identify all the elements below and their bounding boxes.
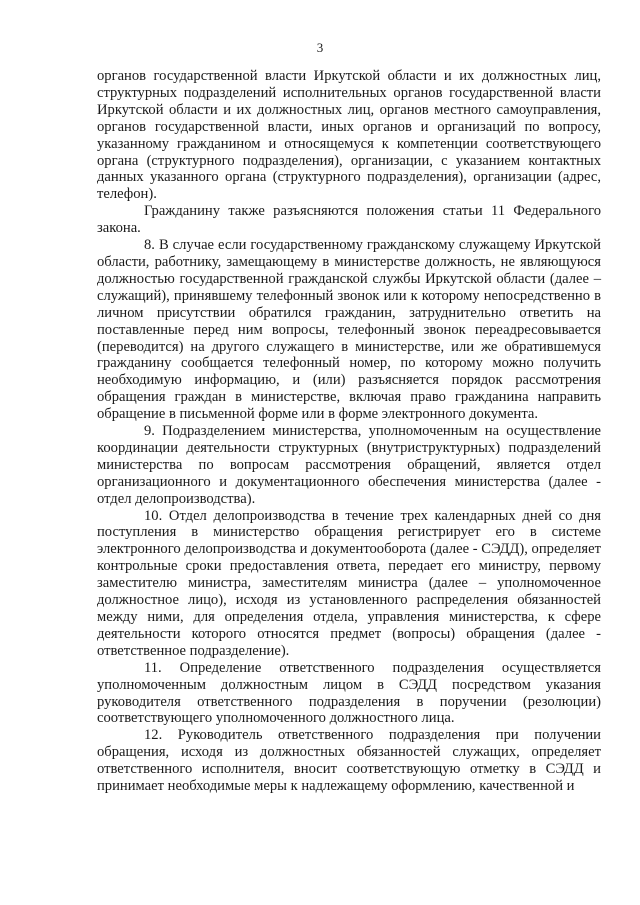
paragraph-11: 11. Определение ответственного подразделения осуществляется уполномоченным должностным лицом в СЭДД посредством указания руководителя ответственного подразделения в поручении (резолюции) соответствующего уполномоченного должностного лица. (97, 659, 601, 727)
paragraph-continuation: органов государственной власти Иркутской области и их должностных лиц, структурных подразделений исполнительных органов государственной власти Иркутской области и их должностных лиц, органов местного самоуправления, органов государственной власти, иных органов и организаций по вопросу, указанному гражданином и относящемуся к компетенции соответствующего органа (структурного подразделения), организации, с указанием контактных данных указанного органа (структурного подразделения), организации (адрес, телефон). (97, 68, 601, 203)
document-body (97, 68, 601, 795)
paragraph-9: 9. Подразделением министерства, уполномоченным на осуществление координации деятельности структурных (внутриструктурных) подразделений министерства по вопросам рассмотрения обращений, является отдел организационного и документационного обеспечения министерства (далее - отдел делопроизводства). (97, 423, 601, 507)
paragraph-10: 10. Отдел делопроизводства в течение трех календарных дней со дня поступления в министерство обращения регистрирует его в системе электронного делопроизводства и документооборота (далее - СЭДД), определяет контрольные сроки предоставления ответа, передает его министру, первому заместителю министра, заместителям министра (далее – уполномоченное должностное лицо), исходя из установленного распределения обязанностей между ними, для определения отдела, управления министерства, к сфере деятельности которого относятся предмет (вопросы) обращения (далее - ответственное подразделение). (97, 507, 601, 659)
paragraph-8: 8. В случае если государственному гражданскому служащему Иркутской области, работнику, замещающему в министерстве должность, не являющуюся должностью государственной гражданской службы Иркутской области (далее – служащий), принявшему телефонный звонок или к которому непосредственно в личном присутствии обратился гражданин, затруднительно ответить на поставленные перед ним вопросы, телефонный звонок переадресовывается (переводится) на другого служащего в министерстве, или же обратившемуся гражданину сообщается телефонный номер, по которому можно получить необходимую информацию, и (или) разъясняется порядок рассмотрения обращения граждан в министерстве, включая право гражданина направить обращение в письменной форме или в форме электронного документа. (97, 237, 601, 423)
page-number: 3 (316, 40, 324, 55)
paragraph-12: 12. Руководитель ответственного подразделения при получении обращения, исходя из должностных обязанностей служащих, определяет ответственного исполнителя, вносит соответствующую отметку в СЭДД и принимает необходимые меры к надлежащему оформлению, качественной и (97, 727, 601, 795)
paragraph-article-11-note: Гражданину также разъясняются положения статьи 11 Федерального закона. (97, 203, 601, 237)
